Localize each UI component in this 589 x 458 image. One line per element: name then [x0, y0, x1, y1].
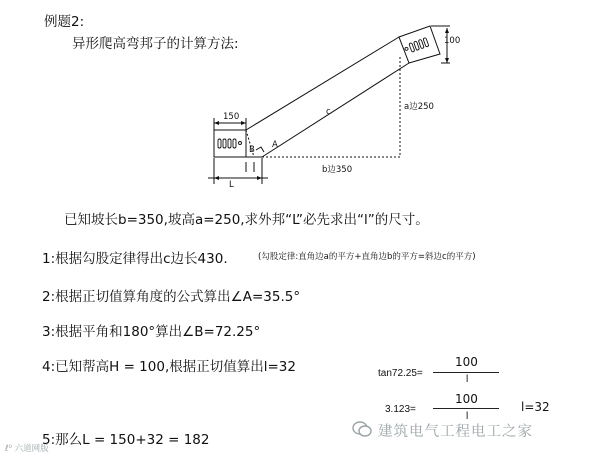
- formula-row2-left: 3.123=: [385, 404, 416, 415]
- formula-row2-denominator: l: [466, 411, 469, 422]
- formula-row1-numerator: 100: [455, 355, 478, 369]
- side-b-label: b边350: [322, 165, 353, 175]
- formula-row2-numerator: 100: [455, 392, 478, 406]
- watermark-text: 建筑电气工程电工之家: [378, 424, 533, 440]
- formula-row1-left: tan72.25=: [378, 368, 423, 379]
- example-heading: 例题2:: [44, 14, 85, 30]
- step-3: 3:根据平角和180°算出∠B=72.25°: [42, 324, 261, 340]
- angle-a-label: A: [272, 140, 278, 150]
- left-box-slots: [218, 139, 242, 148]
- intro-text: 已知坡长b=350,坡高a=250,求外邦“L”必先求出“l”的尺寸。: [64, 212, 429, 228]
- corner-watermark: ℓ⁰ 六道网版: [5, 444, 49, 454]
- step-1: 1:根据勾股定律得出c边长430.: [42, 251, 228, 267]
- angle-b-label: B: [249, 145, 255, 155]
- step-4: 4:已知帮高H = 100,根据正切值算出l=32: [42, 359, 296, 375]
- dim-100-label: 100: [444, 36, 461, 46]
- step-2: 2:根据正切值算角度的公式算出∠A=35.5°: [42, 289, 301, 305]
- wechat-icon: [352, 420, 372, 438]
- step-1-note: (勾股定律:直角边a的平方+直角边b的平方=斜边c的平方): [258, 252, 476, 262]
- side-a-label: a边250: [404, 102, 434, 112]
- side-c-label: c: [326, 107, 331, 117]
- formula-row2-result: l=32: [521, 400, 550, 414]
- lower-slope-line: [262, 63, 409, 157]
- formula-row1-denominator: l: [466, 374, 469, 385]
- dim-150-label: 150: [223, 112, 240, 122]
- step-5: 5:那么L = 150+32 = 182: [42, 432, 210, 448]
- dim-l-label: L: [229, 180, 234, 190]
- example-subheading: 异形爬高弯邦子的计算方法:: [72, 36, 239, 52]
- right-box-slots: [404, 38, 429, 54]
